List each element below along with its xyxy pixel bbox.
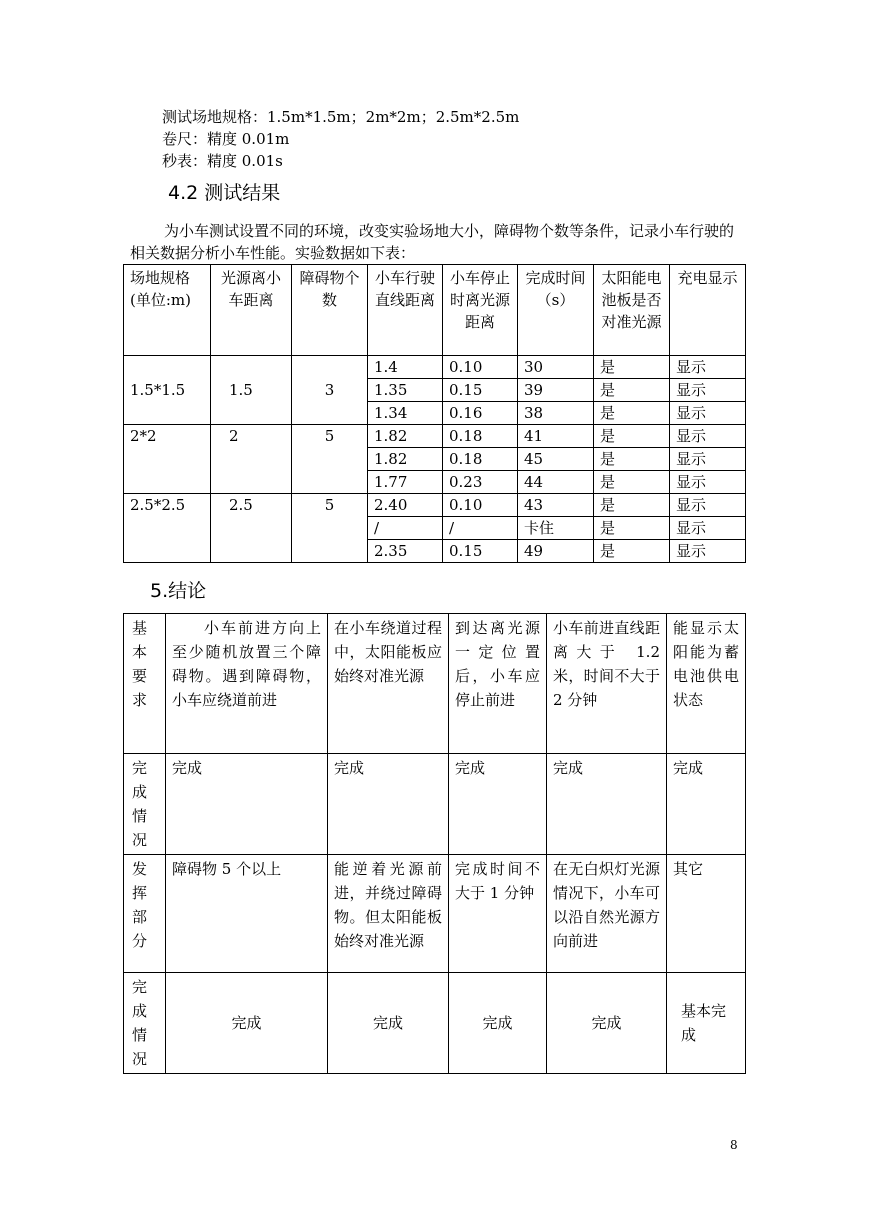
table-cell: 显示 (670, 471, 746, 494)
field-size-cell: 2*2 (124, 425, 211, 494)
table-cell: 0.10 (443, 356, 518, 379)
table-cell: 49 (518, 540, 594, 563)
table-cell: 0.10 (443, 494, 518, 517)
table-cell: 在小车绕道过程中，太阳能板应始终对准光源 (328, 614, 449, 754)
table-cell: 2.35 (368, 540, 443, 563)
table-cell: 完成 (449, 973, 547, 1074)
table-cell: 完成 (328, 754, 449, 855)
table-cell: 1.77 (368, 471, 443, 494)
table-cell: 完成 (449, 754, 547, 855)
conclusion-table (123, 613, 746, 1074)
table-cell: 0.18 (443, 448, 518, 471)
table-cell: 其它 (667, 855, 746, 973)
table-cell: 到达离光源一定位置后，小车应停止前进 (449, 614, 547, 754)
row-label: 完成情况 (124, 973, 166, 1074)
table-cell: 是 (594, 402, 670, 425)
section-heading-4-2: 4.2 测试结果 (168, 182, 281, 204)
table-cell: 显示 (670, 494, 746, 517)
row-label: 完成情况 (124, 754, 166, 855)
table-cell: 45 (518, 448, 594, 471)
table-cell: 在无白炽灯光源情况下，小车可以沿自然光源方向前进 (547, 855, 667, 973)
table-cell: 41 (518, 425, 594, 448)
table-cell: 完成 (547, 754, 667, 855)
test-results-table (123, 264, 746, 563)
table-cell: 完成 (166, 973, 328, 1074)
table-row (124, 356, 746, 379)
light-distance-cell: 2 (211, 425, 292, 494)
table-cell: 显示 (670, 448, 746, 471)
table-row (124, 855, 746, 973)
table-cell: 0.23 (443, 471, 518, 494)
table-cell: 能逆着光源前进，并绕过障碍物。但太阳能板始终对准光源 (328, 855, 449, 973)
header-cell: 光源离小车距离 (211, 265, 292, 356)
header-cell: 太阳能电池板是否对准光源 (594, 265, 670, 356)
table-cell: 完成 (166, 754, 328, 855)
table-cell: 1.82 (368, 448, 443, 471)
header-cell: 障碍物个数 (292, 265, 368, 356)
table-cell: 能显示太阳能为蓄电池供电状态 (667, 614, 746, 754)
light-distance-cell: 2.5 (211, 494, 292, 563)
table-cell: 显示 (670, 356, 746, 379)
table-cell: 完成 (667, 754, 746, 855)
table-cell: 显示 (670, 425, 746, 448)
table-cell: / (443, 517, 518, 540)
table-cell: 是 (594, 517, 670, 540)
header-cell: 完成时间（s） (518, 265, 594, 356)
table-cell: 小车前进直线距离大于 1.2 米，时间不大于 2 分钟 (547, 614, 667, 754)
table-cell: 39 (518, 379, 594, 402)
table-cell: 2.40 (368, 494, 443, 517)
table-cell: 基本完成 (667, 973, 746, 1074)
obstacle-count-cell: 5 (292, 425, 368, 494)
table-cell: 是 (594, 379, 670, 402)
table-cell: 是 (594, 425, 670, 448)
table-cell: 完成时间不大于 1 分钟 (449, 855, 547, 973)
table-cell: 是 (594, 356, 670, 379)
row-label: 基本要求 (124, 614, 166, 754)
spec-line-field: 测试场地规格：1.5m*1.5m；2m*2m；2.5m*2.5m (162, 108, 520, 126)
table-cell: 障碍物 5 个以上 (166, 855, 328, 973)
table-cell: 卡住 (518, 517, 594, 540)
table-cell: 显示 (670, 379, 746, 402)
obstacle-count-cell: 5 (292, 494, 368, 563)
table-row (124, 614, 746, 754)
table-cell: / (368, 517, 443, 540)
table-cell: 43 (518, 494, 594, 517)
header-cell: 充电显示 (670, 265, 746, 356)
table-cell: 1.82 (368, 425, 443, 448)
table-header-row (124, 265, 746, 356)
table-cell: 1.34 (368, 402, 443, 425)
light-distance-cell: 1.5 (211, 356, 292, 425)
obstacle-count-cell: 3 (292, 356, 368, 425)
section-heading-5: 5.结论 (150, 580, 207, 602)
table-cell: 是 (594, 471, 670, 494)
table-cell: 44 (518, 471, 594, 494)
table-cell: 是 (594, 448, 670, 471)
table-cell: 完成 (547, 973, 667, 1074)
table-cell: 0.15 (443, 379, 518, 402)
table-cell: 是 (594, 540, 670, 563)
table-row (124, 494, 746, 517)
table-cell: 显示 (670, 540, 746, 563)
table-row (124, 425, 746, 448)
header-cell: 场地规格(单位:m) (124, 265, 211, 356)
table-cell: 完成 (328, 973, 449, 1074)
table-cell: 1.4 (368, 356, 443, 379)
table-cell: 38 (518, 402, 594, 425)
intro-paragraph: 为小车测试设置不同的环境，改变实验场地大小，障碍物个数等条件，记录小车行驶的相关数据分析小车性能。实验数据如下表： (130, 222, 735, 262)
field-size-cell: 2.5*2.5 (124, 494, 211, 563)
spec-line-stopwatch: 秒表：精度 0.01s (162, 152, 283, 170)
table-cell: 显示 (670, 402, 746, 425)
table-cell: 显示 (670, 517, 746, 540)
header-cell: 小车停止时离光源距离 (443, 265, 518, 356)
page-number: 8 (730, 1138, 738, 1152)
table-cell: 0.16 (443, 402, 518, 425)
table-cell: 1.35 (368, 379, 443, 402)
table-row (124, 754, 746, 855)
table-cell: 是 (594, 494, 670, 517)
spec-line-tape: 卷尺：精度 0.01m (162, 130, 290, 148)
table-cell: 0.15 (443, 540, 518, 563)
field-size-cell: 1.5*1.5 (124, 356, 211, 425)
table-cell: 0.18 (443, 425, 518, 448)
table-cell: 30 (518, 356, 594, 379)
row-label: 发挥部分 (124, 855, 166, 973)
header-cell: 小车行驶直线距离 (368, 265, 443, 356)
table-cell: 小车前进方向上至少随机放置三个障碍物。遇到障碍物，小车应绕道前进 (166, 614, 328, 754)
table-row (124, 973, 746, 1074)
